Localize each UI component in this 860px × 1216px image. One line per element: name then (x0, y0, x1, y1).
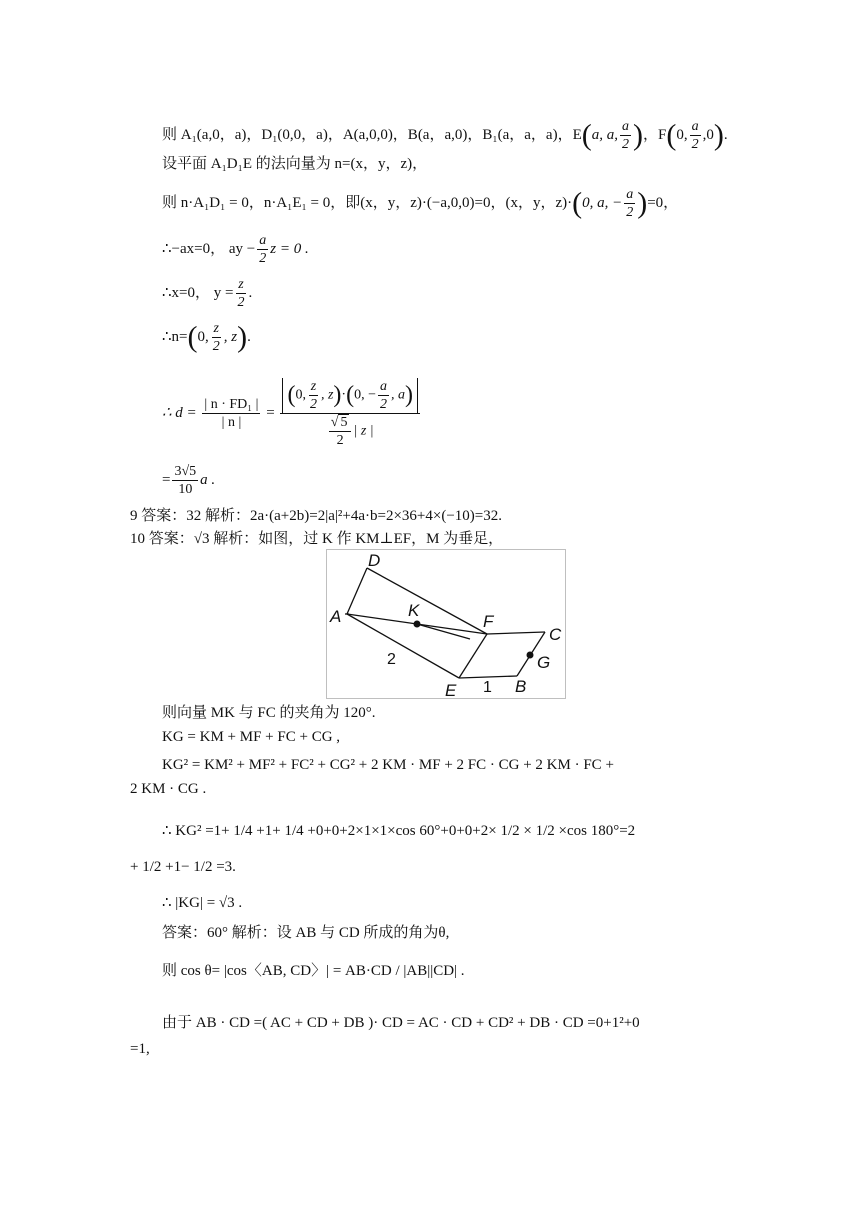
label-f: F (483, 612, 494, 631)
edge-ad (347, 568, 367, 614)
equals-zero: =0， (647, 194, 679, 211)
point-e-coords: a, a, (591, 126, 618, 143)
label-k: K (408, 601, 420, 620)
equation-line-1: ∴−ax=0， ay − $\frac{a}{2}$ z = 0 . (162, 233, 309, 266)
vector-decomposition: KG = KM + MF + FC + CG , (162, 729, 341, 745)
equation-end-1: z = 0 . (270, 240, 309, 257)
point-f-coords-end: ,0 (702, 126, 714, 143)
normal-vector-coords: 0, (197, 328, 209, 345)
equation-text-2: ∴x=0， y = (162, 284, 234, 301)
figure-svg (327, 550, 565, 698)
edge-ae (347, 614, 459, 678)
numerator-vector-a: 0, (295, 387, 306, 403)
point-k (414, 621, 421, 628)
answer-9: 9 答案：32 解析：2a·(a+2b)=2|a|²+4a·b=2×36+4×(−10)=32. (130, 508, 502, 524)
answer-11: 答案：60° 解析：设 AB 与 CD 所成的角为θ, (162, 925, 450, 941)
segment-km (417, 624, 470, 639)
vector-ae-coords: 0, a, − (582, 194, 623, 211)
label-a: A (330, 607, 342, 626)
distance-denominator: | n | (221, 415, 242, 430)
answer-10: 10 答案：√3 解析：如图，过 K 作 KM⊥EF，M 为垂足， (130, 531, 504, 547)
distance-formula: ∴ d = $\frac{\text{| n · FD₁ |}}{| n |}$ = (0, $\frac{z}{2}$ , z)·(0, − $\frac{a}{2}$ , a) $\frac{√ 5}{2}$ | z | (162, 378, 422, 449)
squared-expansion-cont: 2 KM · CG . (130, 781, 207, 797)
label-b: B (515, 677, 527, 696)
numerator-vector-b: 0, − (354, 387, 376, 403)
normal-vector-result: ∴n=(0, $\frac{z}{2}$ , z). (162, 320, 251, 354)
normal-vector-line: 设平面 A₁D₁E 的法向量为 n=(x，y，z)， (162, 156, 428, 172)
cosine-formula: 则 cos θ= |cos〈AB, CD〉| = AB·CD / |AB||CD| . (162, 963, 465, 979)
edge-eb (459, 676, 517, 678)
label-length-2: 2 (387, 651, 396, 668)
label-e: E (445, 681, 457, 698)
numerator-vector-b-end: , a (390, 387, 405, 403)
point-f-label: ，F (642, 126, 667, 143)
distance-numerator: | n · FD₁ | (204, 397, 259, 412)
result-numerator: 3√5 (174, 464, 197, 479)
label-c: C (549, 625, 562, 644)
equation-text-1: ∴−ax=0， ay − (162, 240, 256, 257)
result-denominator: 10 (178, 482, 193, 497)
angle-statement: 则向量 MK 与 FC 的夹角为 120°. (162, 705, 376, 721)
equation-line-2: ∴x=0， y = $\frac{z}{2}$ . (162, 277, 253, 310)
edge-df (367, 568, 487, 634)
magnitude-result: ∴ |KG| = √3 . (162, 895, 243, 911)
coordinates-line: 则 A₁(a,0，a)，D₁(0,0，a)，A(a,0,0)，B(a，a,0)，B₁(a，a，a)，E(a, a, $\frac{a}{2}$ )，F(0, $\frac{a}{2}$ ,0). (162, 118, 728, 152)
dot-product-expansion: 由于 AB · CD =( AC + CD + DB )· CD = AC · CD + CD² + DB · CD =0+1²+0 (162, 1015, 640, 1031)
normal-vector-end: , z (223, 328, 238, 345)
dot-product-result: =1, (130, 1041, 150, 1057)
normal-vector-text: ∴n= (162, 328, 188, 345)
distance-result (162, 463, 215, 498)
result-end: a . (200, 471, 216, 488)
edge-fe (459, 634, 487, 678)
numerator-vector-a-end: , z (320, 387, 334, 403)
dot-product-line: 则 n·A₁D₁ = 0，n·A₁E₁ = 0，即(x，y，z)·(−a,0,0)=0，(x，y，z)·(0, a, − $\frac{a}{2}$ )=0， (162, 186, 679, 220)
substitution-result: + 1/2 +1− 1/2 =3. (130, 859, 236, 875)
geometry-figure (326, 549, 566, 699)
dot-product-text: 则 n·A₁D₁ = 0，n·A₁E₁ = 0，即(x，y，z)·(−a,0,0)=0，(x，y，z)· (162, 194, 573, 211)
edge-fc (487, 632, 545, 634)
label-d: D (368, 551, 381, 570)
coordinates-text: 则 A₁(a,0，a)，D₁(0,0，a)，A(a,0,0)，B(a，a,0)，B₁(a，a，a)，E (162, 126, 582, 143)
squared-expansion: KG² = KM² + MF² + FC² + CG² + 2 KM · MF + 2 FC · CG + 2 KM · FC + (162, 757, 614, 773)
point-g (527, 652, 534, 659)
label-length-1: 1 (483, 679, 492, 696)
substitution-line: ∴ KG² =1+ 1/4 +1+ 1/4 +0+0+2×1×1×cos 60°+0+0+2× 1/2 × 1/2 ×cos 180°=2 (162, 823, 636, 839)
denominator-z: | z | (353, 423, 374, 439)
label-g: G (537, 653, 551, 672)
equals-sign: = (162, 471, 171, 488)
distance-lhs: ∴ d = (162, 404, 197, 421)
point-f-coords: 0, (676, 126, 688, 143)
